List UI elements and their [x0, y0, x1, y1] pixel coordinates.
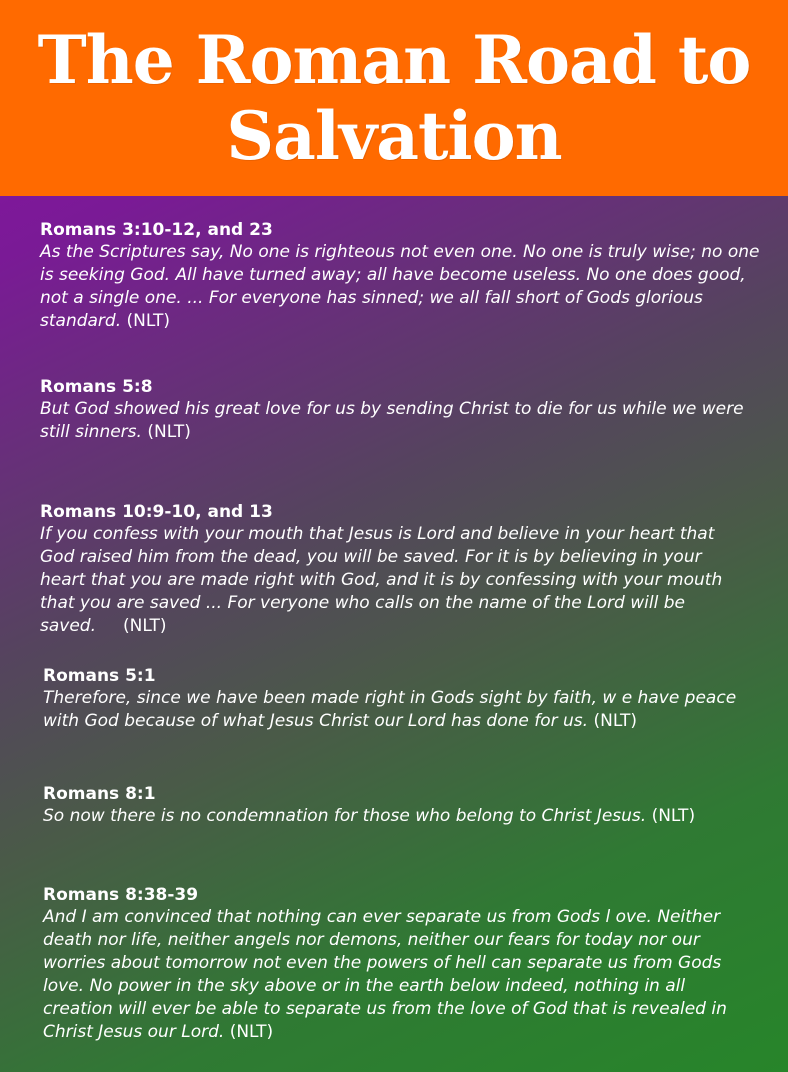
- passage-romans-3: [40, 219, 760, 333]
- passage-body: [43, 687, 763, 733]
- verse-text: So now there is no condemnation for those who belong to Christ Jesus.: [43, 806, 647, 826]
- passage-romans-8-38: [43, 884, 753, 1044]
- passage-body: [43, 906, 753, 1044]
- translation-label: (NLT): [229, 1022, 274, 1042]
- verse-text: Therefore, since we have been made right in Gods sight by faith, w e have peace with God because of what Jesus Christ our Lord has done for us.: [43, 688, 737, 731]
- passage-romans-5-1: [43, 665, 763, 733]
- page-title: The Roman Road to Salvation: [37, 21, 751, 175]
- passage-romans-5-8: [40, 376, 760, 444]
- verse-text: But God showed his great love for us by sending Christ to die for us while we were still sinners.: [40, 399, 744, 442]
- passage-reference: Romans 5:8: [40, 377, 153, 397]
- verse-text: And I am convinced that nothing can ever separate us from Gods l ove. Neither death nor life, neither angels nor demons, neither our fears for today nor our worries about tomorrow not even the powers of hell can separate us from Gods love. No power in the sky above or in the earth below indeed, nothing in all creation will ever be able to separate us from the love of God that is revealed in Christ Jesus our Lord.: [43, 907, 727, 1042]
- translation-label: (NLT): [651, 806, 696, 826]
- translation-label: (NLT): [126, 311, 171, 331]
- translation-label: (NLT): [123, 616, 167, 636]
- passage-romans-10: [40, 501, 752, 638]
- passage-reference: Romans 8:38-39: [43, 885, 199, 905]
- passage-reference: Romans 10:9-10, and 13: [40, 502, 273, 522]
- passage-romans-8-1: [43, 783, 763, 828]
- passage-body: [40, 523, 752, 638]
- verse-text: If you confess with your mouth that Jesus is Lord and believe in your heart that God raised him from the dead, you will be saved. For it is by believing in your heart that you are made right with God, and it is by confessing with your mouth that you are saved ... For veryone who calls on the name of the Lord will be saved.: [40, 524, 723, 636]
- translation-label: (NLT): [147, 422, 191, 442]
- passage-reference: Romans 8:1: [43, 784, 156, 804]
- title-banner: [0, 0, 788, 196]
- passage-body: [40, 241, 760, 333]
- verse-text: As the Scriptures say, No one is righteous not even one. No one is truly wise; no one is seeking God. All have turned away; all have become useless. No one does good, not a single one. ... For everyone has sinned; we all fall short of Gods glorious standard.: [40, 242, 760, 331]
- passage-body: [43, 805, 763, 828]
- passage-reference: Romans 3:10-12, and 23: [40, 220, 273, 240]
- passage-reference: Romans 5:1: [43, 666, 156, 686]
- translation-label: (NLT): [593, 711, 637, 731]
- passage-body: [40, 398, 760, 444]
